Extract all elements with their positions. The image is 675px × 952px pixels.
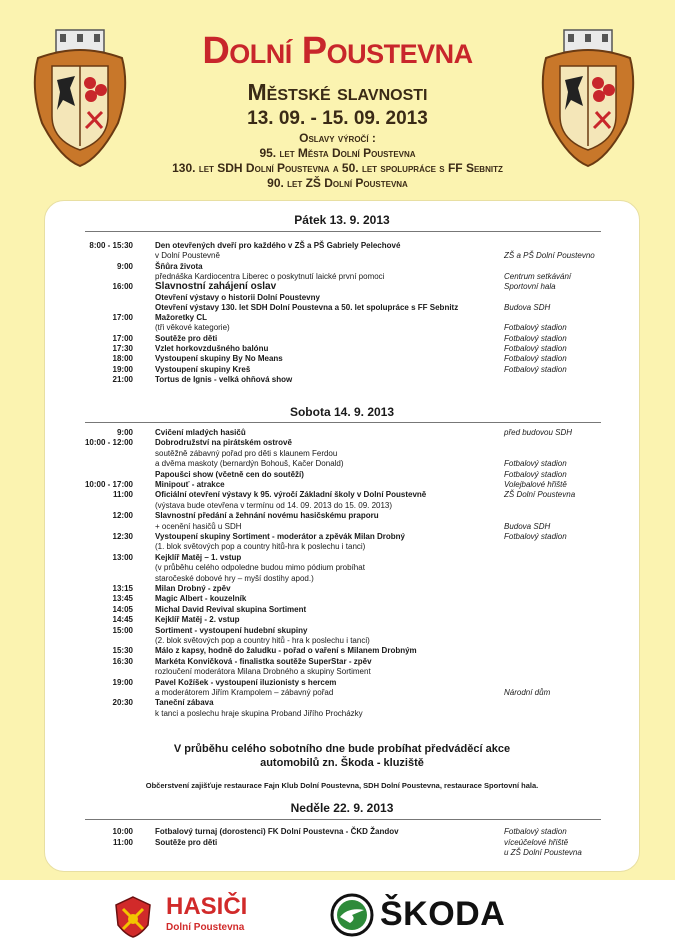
time-cell: 13:00 xyxy=(112,552,133,562)
event-cell: a moderátorem Jiřím Krampolem – zábavný pořad xyxy=(155,688,334,697)
time-cell: 19:00 xyxy=(112,364,133,374)
anniversary-line: 95. let Města Dolní Poustevna xyxy=(259,146,416,160)
place-cell: Národní dům xyxy=(504,688,551,697)
event-cell: Kejklíř Matěj – 1. vstup xyxy=(155,552,242,562)
town-coat-of-arms-left xyxy=(30,28,130,168)
time-cell: 15:00 xyxy=(112,625,133,635)
time-cell: 18:00 xyxy=(112,354,133,364)
event-cell: Milan Drobný - zpěv xyxy=(155,584,231,593)
day-divider xyxy=(85,422,601,423)
place-cell: Centrum setkávání xyxy=(504,271,572,281)
festival-dates: 13. 09. - 15. 09. 2013 xyxy=(247,108,428,129)
event-cell: Málo z kapsy, hodně do žaludku - pořad o vaření s Milanem Drobným xyxy=(155,646,417,656)
place-cell: Sportovní hala xyxy=(504,282,556,292)
time-cell: 19:00 xyxy=(112,677,133,687)
refreshments-note: Občerstvení zajišťuje restaurace Fajn Klub Dolní Poustevna, SDH Dolní Poustevna, restaurace Sportovní hala. xyxy=(145,781,539,790)
event-cell: Vystoupení skupiny Sortiment - moderátor a zpěvák Milan Drobný xyxy=(155,532,405,541)
time-cell: 10:00 xyxy=(112,827,133,836)
day-divider xyxy=(85,819,601,820)
hasici-name: HASIČI xyxy=(166,893,248,920)
event-cell: Slavnostní zahájení oslav xyxy=(155,281,277,293)
event-cell: Cvičení mladých hasičů xyxy=(155,428,246,437)
event-cell: Oficiální otevření výstavy k 95. výročí Základní školy v Dolní Poustevně xyxy=(155,490,427,500)
event-cell: Sortiment - vystoupení hudební skupiny xyxy=(155,625,308,635)
place-cell: Fotbalový stadion xyxy=(504,333,567,343)
skoda-name: ŠKODA xyxy=(380,895,506,933)
event-cell: (výstava bude otevřena v termínu od 14. 09. 2013 do 15. 09. 2013) xyxy=(155,500,393,510)
time-cell: 9:00 xyxy=(116,261,133,271)
poster-subtitle: Městské slavnosti xyxy=(247,79,428,105)
place-cell: u ZŠ Dolní Poustevna xyxy=(504,848,582,857)
day-heading-friday: Pátek 13. 9. 2013 xyxy=(294,213,390,227)
event-cell: Otevření výstavy 130. let SDH Dolní Poustevna a 50. let spolupráce s FF Sebnitz xyxy=(155,302,459,312)
anniversary-line: 90. let ZŠ Dolní Poustevna xyxy=(267,176,408,190)
place-cell: Fotbalový stadion xyxy=(504,323,567,333)
time-cell: 17:00 xyxy=(112,313,133,323)
place-cell: Fotbalový stadion xyxy=(504,827,567,836)
event-cell: Den otevřených dveří pro každého v ZŠ a PŠ Gabriely Pelechové xyxy=(155,241,401,250)
time-cell: 9:00 xyxy=(116,428,133,437)
time-cell: 20:30 xyxy=(112,698,133,708)
event-cell: + ocenění hasičů u SDH xyxy=(155,521,242,531)
skoda-arrow-logo-icon xyxy=(330,893,374,937)
event-cell: Soutěže pro děti xyxy=(155,837,218,847)
place-cell: Budova SDH xyxy=(504,521,551,531)
place-cell: Fotbalový stadion xyxy=(504,459,567,469)
event-cell: Tortus de Ignis - velká ohňová show xyxy=(155,374,293,384)
event-cell: Otevření výstavy o historii Dolní Poustevny xyxy=(155,292,320,302)
event-cell: Papoušci show (včetně cen do soutěží) xyxy=(155,469,304,479)
time-cell: 11:00 xyxy=(112,837,133,847)
event-cell: Michal David Revival skupina Sortiment xyxy=(155,604,307,614)
event-cell: (1. blok světových pop a country hitů-hra k poslechu i tanci) xyxy=(155,542,366,552)
event-cell: (v průběhu celého odpoledne budou mimo pódium probíhat xyxy=(155,563,365,573)
time-cell: 12:30 xyxy=(112,532,133,541)
event-cell: Dobrodružství na pirátském ostrově xyxy=(155,438,292,448)
skoda-demo-note-line1: V průběhu celého sobotního dne bude probíhat předváděcí akce xyxy=(173,743,511,755)
time-cell: 14:45 xyxy=(112,615,133,625)
event-cell: Slavnostní předání a žehnání novému hasičskému praporu xyxy=(155,511,379,521)
event-cell: Mažoretky CL xyxy=(155,313,208,323)
event-cell: Minipouť - atrakce xyxy=(155,480,225,489)
hasici-subtitle: Dolní Poustevna xyxy=(166,922,245,933)
event-cell: Kejklíř Matěj - 2. vstup xyxy=(155,615,240,625)
event-cell: rozloučení moderátora Milana Drobného a skupiny Sortiment xyxy=(155,667,371,677)
event-cell: Vystoupení skupiny Kreš xyxy=(155,364,251,374)
place-cell: Fotbalový stadion xyxy=(504,354,567,364)
skoda-demo-note-line2: automobilů zn. Škoda - kluziště xyxy=(260,757,424,769)
place-cell: před budovou SDH xyxy=(504,428,573,437)
event-cell: Magic Albert - kouzelník xyxy=(155,594,247,604)
time-cell: 12:00 xyxy=(112,511,133,521)
time-cell: 17:30 xyxy=(112,344,133,353)
town-coat-of-arms-right xyxy=(538,28,638,168)
place-cell: Fotbalový stadion xyxy=(504,364,567,374)
event-cell: Pavel Kožíšek - vystoupení iluzionisty s hercem xyxy=(155,677,337,687)
time-cell: 11:00 xyxy=(112,490,133,500)
event-cell: Vzlet horkovzdušného balónu xyxy=(155,344,269,353)
event-cell: přednáška Kardiocentra Liberec o poskytnutí laické první pomoci xyxy=(155,271,385,281)
event-cell: Soutěže pro děti xyxy=(155,333,218,343)
event-cell: v Dolní Poustevně xyxy=(155,251,220,261)
place-cell: ZŠ Dolní Poustevna xyxy=(504,490,576,500)
day-heading-saturday: Sobota 14. 9. 2013 xyxy=(289,405,395,419)
place-cell: Fotbalový stadion xyxy=(504,469,567,479)
hasici-sponsor xyxy=(110,895,290,939)
firefighter-emblem-icon xyxy=(110,895,156,939)
skoda-sponsor xyxy=(330,893,580,941)
time-cell: 15:30 xyxy=(112,646,133,656)
day-divider xyxy=(85,231,601,232)
place-cell: Budova SDH xyxy=(504,302,551,312)
program-panel xyxy=(44,200,640,872)
time-cell: 13:15 xyxy=(112,584,133,593)
place-cell: ZŠ a PŠ Dolní Poustevno xyxy=(504,251,595,261)
event-cell: (2. blok světových pop a country hitů - hra k poslechu i tanci) xyxy=(155,636,370,645)
time-cell: 13:45 xyxy=(112,594,133,604)
time-cell: 21:00 xyxy=(112,374,133,384)
day-heading-sunday: Neděle 22. 9. 2013 xyxy=(290,801,394,815)
anniversary-line: 130. let SDH Dolní Poustevna a 50. let spolupráce s FF Sebnitz xyxy=(172,161,503,175)
time-cell: 16:00 xyxy=(112,282,133,292)
event-cell: Fotbalový turnaj (dorostenci) FK Dolní Poustevna - ČKD Žandov xyxy=(155,827,399,836)
time-cell: 16:30 xyxy=(112,656,133,666)
event-cell: staročeské dobové hry – myší dostihy apod.) xyxy=(155,573,314,583)
time-cell: 10:00 - 17:00 xyxy=(84,480,133,489)
time-cell: 17:00 xyxy=(112,333,133,343)
event-cell: Taneční zábava xyxy=(155,698,214,708)
time-cell: 10:00 - 12:00 xyxy=(84,438,133,448)
event-cell: a dvěma maskoty (bernardýn Bohouš, Kačer Donald) xyxy=(155,459,344,469)
event-cell: soutěžně zábavný pořad pro děti s klaunem Ferdou xyxy=(155,448,338,458)
event-cell: Šňůra života xyxy=(155,261,203,271)
poster-title: Dolní Poustevna xyxy=(202,30,473,72)
place-cell: Fotbalový stadion xyxy=(504,532,567,541)
time-cell: 8:00 - 15:30 xyxy=(89,241,133,250)
event-cell: Markéta Konvičková - finalistka soutěže SuperStar - zpěv xyxy=(155,656,372,666)
event-cell: Vystoupení skupiny By No Means xyxy=(155,354,283,364)
time-cell: 14:05 xyxy=(112,604,133,614)
place-cell: víceúčelové hřiště xyxy=(504,837,569,847)
event-cell: k tanci a poslechu hraje skupina Proband Jiřího Procházky xyxy=(155,708,363,718)
place-cell: Volejbalové hřiště xyxy=(504,480,567,489)
event-cell: (tři věkové kategorie) xyxy=(155,323,230,333)
anniversary-heading: Oslavy výročí : xyxy=(299,131,376,145)
place-cell: Fotbalový stadion xyxy=(504,344,567,353)
